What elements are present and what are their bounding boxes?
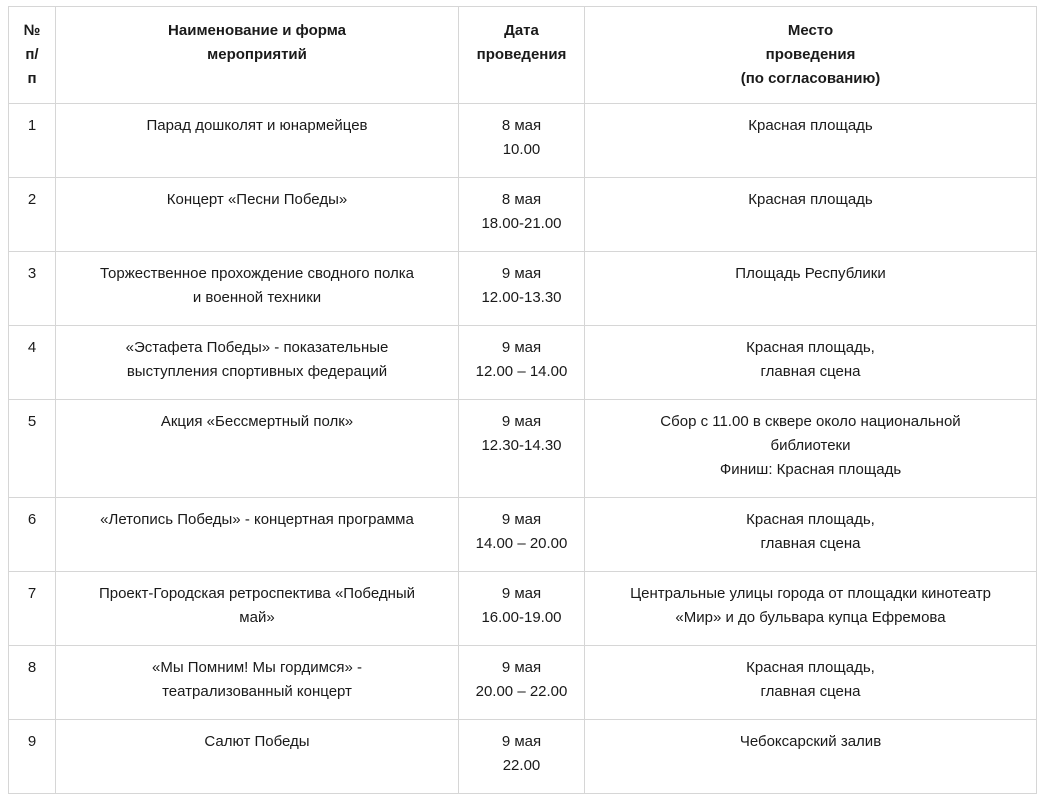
cell-name: Концерт «Песни Победы» <box>56 178 459 252</box>
table-row <box>9 400 1037 498</box>
cell-place: Красная площадь, главная сцена <box>585 646 1037 720</box>
cell-name: Парад дошколят и юнармейцев <box>56 104 459 178</box>
table-row <box>9 720 1037 794</box>
cell-name: «Летопись Победы» - концертная программа <box>56 498 459 572</box>
cell-date: 9 мая 16.00-19.00 <box>459 572 585 646</box>
table-row <box>9 326 1037 400</box>
cell-name: Торжественное прохождение сводного полка и военной техники <box>56 252 459 326</box>
cell-num: 8 <box>9 646 56 720</box>
cell-num: 6 <box>9 498 56 572</box>
cell-name: Проект-Городская ретроспектива «Победный май» <box>56 572 459 646</box>
cell-date: 9 мая 12.30-14.30 <box>459 400 585 498</box>
cell-date: 9 мая 22.00 <box>459 720 585 794</box>
cell-date: 9 мая 12.00 – 14.00 <box>459 326 585 400</box>
header-name: Наименование и форма мероприятий <box>56 7 459 104</box>
table-row <box>9 178 1037 252</box>
table-row <box>9 104 1037 178</box>
cell-place: Красная площадь, главная сцена <box>585 498 1037 572</box>
cell-name: «Эстафета Победы» - показательные выступления спортивных федераций <box>56 326 459 400</box>
cell-place: Красная площадь <box>585 104 1037 178</box>
cell-num: 3 <box>9 252 56 326</box>
cell-num: 7 <box>9 572 56 646</box>
table-row <box>9 572 1037 646</box>
cell-date: 9 мая 20.00 – 22.00 <box>459 646 585 720</box>
cell-num: 1 <box>9 104 56 178</box>
cell-place: Сбор с 11.00 в сквере около национальной библиотеки Финиш: Красная площадь <box>585 400 1037 498</box>
cell-num: 5 <box>9 400 56 498</box>
cell-place: Площадь Республики <box>585 252 1037 326</box>
cell-name: Салют Победы <box>56 720 459 794</box>
table-header-row <box>9 7 1037 104</box>
table-row <box>9 646 1037 720</box>
events-table <box>8 6 1037 794</box>
cell-date: 9 мая 14.00 – 20.00 <box>459 498 585 572</box>
cell-place: Центральные улицы города от площадки кинотеатр «Мир» и до бульвара купца Ефремова <box>585 572 1037 646</box>
table-row <box>9 498 1037 572</box>
cell-date: 8 мая 10.00 <box>459 104 585 178</box>
header-num: № п/ п <box>9 7 56 104</box>
cell-place: Красная площадь <box>585 178 1037 252</box>
cell-date: 9 мая 12.00-13.30 <box>459 252 585 326</box>
header-date: Дата проведения <box>459 7 585 104</box>
cell-num: 9 <box>9 720 56 794</box>
cell-num: 2 <box>9 178 56 252</box>
header-place: Место проведения (по согласованию) <box>585 7 1037 104</box>
table-row <box>9 252 1037 326</box>
cell-date: 8 мая 18.00-21.00 <box>459 178 585 252</box>
cell-name: «Мы Помним! Мы гордимся» - театрализованный концерт <box>56 646 459 720</box>
cell-place: Чебоксарский залив <box>585 720 1037 794</box>
cell-num: 4 <box>9 326 56 400</box>
cell-name: Акция «Бессмертный полк» <box>56 400 459 498</box>
cell-place: Красная площадь, главная сцена <box>585 326 1037 400</box>
